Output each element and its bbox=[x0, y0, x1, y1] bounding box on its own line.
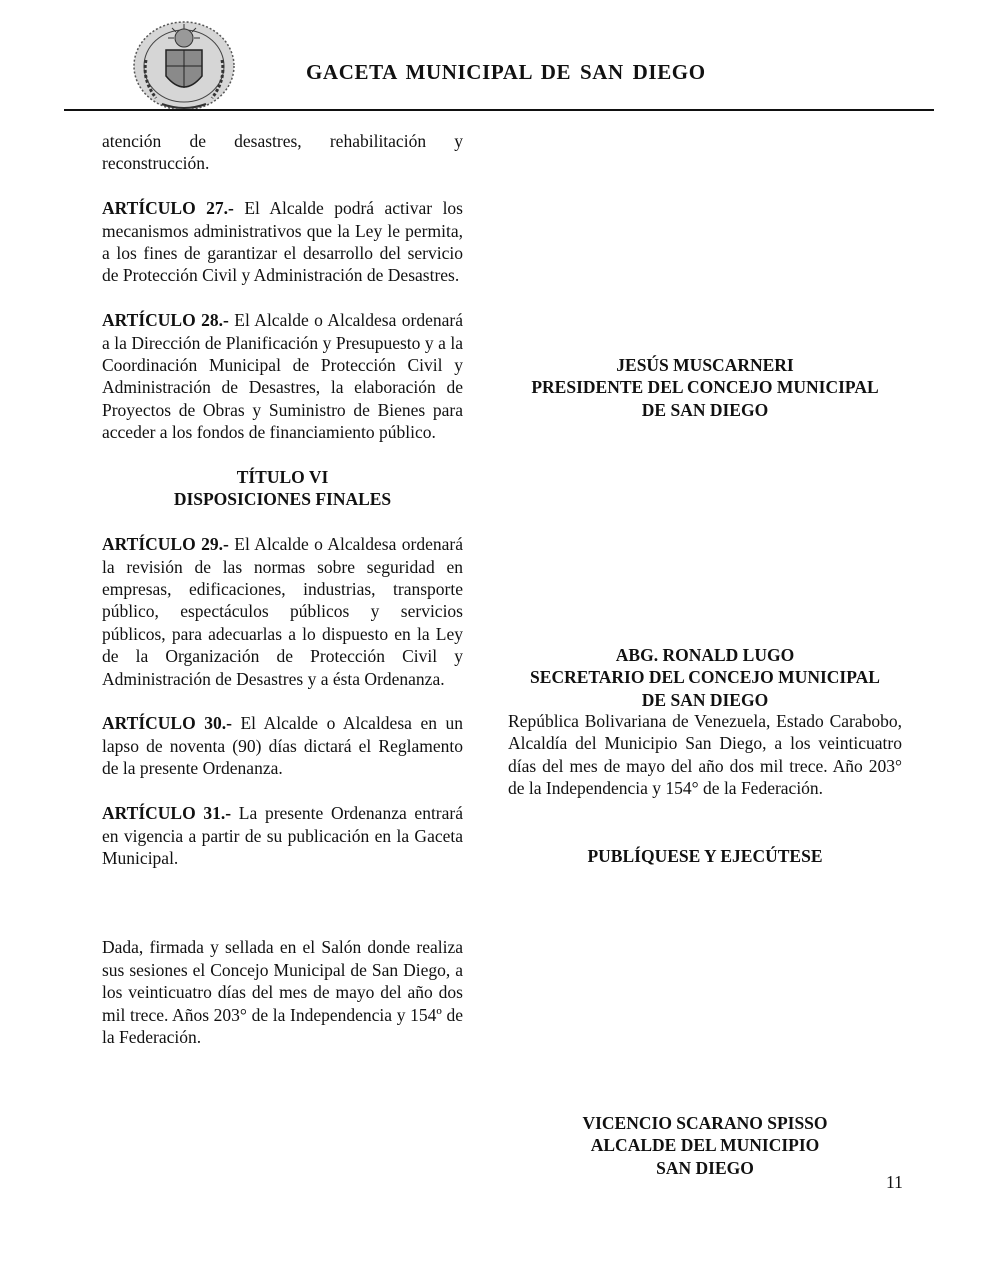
article-30-label: ARTÍCULO 30.- bbox=[102, 713, 232, 734]
signature-role: ALCALDE DEL MUNICIPIO bbox=[590, 1135, 820, 1156]
article-27-label: ARTÍCULO 27.- bbox=[102, 198, 234, 219]
title-heading-line2: DISPOSICIONES FINALES bbox=[173, 489, 392, 510]
promulgation-paragraph: República Bolivariana de Venezuela, Estado Carabobo, Alcaldía del Municipio San Diego, a los veinticuatro días del mes de mayo del año dos mil trece. Año 203° de la Independencia y 154° de la Federación. bbox=[508, 711, 902, 799]
signature-role: PRESIDENTE DEL CONCEJO MUNICIPAL bbox=[531, 377, 879, 398]
publiquese-heading: PUBLÍQUESE Y EJECÚTESE bbox=[587, 846, 823, 866]
title-heading-line1: TÍTULO VI bbox=[236, 467, 329, 488]
signature-place: SAN DIEGO bbox=[656, 1157, 754, 1178]
article-31 bbox=[102, 802, 463, 869]
article-31-label: ARTÍCULO 31.- bbox=[102, 803, 232, 824]
municipal-seal-icon bbox=[132, 20, 236, 112]
article-27 bbox=[102, 197, 463, 287]
article-27-text: El Alcalde podrá activar los mecanismos administrativos que la Ley le permita, a los fines de garantizar el desarrollo del servicio de Protección Civil y Administración de Desastres. bbox=[102, 198, 463, 286]
article-28-label: ARTÍCULO 28.- bbox=[102, 310, 229, 331]
article-30 bbox=[102, 712, 463, 779]
signature-place: DE SAN DIEGO bbox=[641, 399, 769, 420]
article-29-text: El Alcalde o Alcaldesa ordenará la revisión de las normas sobre seguridad en empresas, edificaciones, industrias, transporte público, espectáculos públicos y servicios públicos, para adecuarlas a lo dispuesto en la Ley de la Organización de Protección Civil y Administración de Desastres y a ésta Ordenanza. bbox=[102, 534, 464, 689]
closing-paragraph: Dada, firmada y sellada en el Salón donde realiza sus sesiones el Concejo Municipal de San Diego, a los veinticuatro días del mes de mayo del año dos mil trece. Años 203° de la Independencia y 154º de la Federación. bbox=[102, 937, 463, 1047]
article-31-text: La presente Ordenanza entrará en vigencia a partir de su publicación en la Gaceta Municipal. bbox=[102, 803, 463, 868]
left-column bbox=[102, 130, 463, 1048]
signature-secretary bbox=[508, 644, 902, 711]
signature-mayor bbox=[508, 1112, 902, 1179]
signature-name: JESÚS MUSCARNERI bbox=[616, 355, 794, 375]
signature-role: SECRETARIO DEL CONCEJO MUNICIPAL bbox=[530, 667, 880, 688]
header-divider bbox=[64, 109, 934, 111]
article-30-text: El Alcalde o Alcaldesa en un lapso de noventa (90) días dictará el Reglamento de la presente Ordenanza. bbox=[102, 713, 464, 779]
article-29-label: ARTÍCULO 29.- bbox=[102, 534, 229, 555]
article-28-text: El Alcalde o Alcaldesa ordenará a la Dirección de Planificación y Presupuesto y a la Coordinación Municipal de Protección Civil y Administración de Desastres, la elaboración de Proyectos de Obras y Suministro de Bienes para acceder a los fondos de financiamiento público. bbox=[102, 310, 464, 443]
signature-president bbox=[508, 354, 902, 421]
article-29 bbox=[102, 533, 463, 690]
signature-name: ABG. RONALD LUGO bbox=[615, 645, 795, 665]
signature-place: DE SAN DIEGO bbox=[641, 689, 769, 710]
continued-paragraph: atención de desastres, rehabilitación y reconstrucción. bbox=[102, 131, 463, 174]
signature-name: VICENCIO SCARANO SPISSO bbox=[582, 1113, 828, 1133]
page-number: 11 bbox=[886, 1172, 903, 1192]
article-28 bbox=[102, 309, 463, 443]
gazette-title: GACETA MUNICIPAL DE SAN DIEGO bbox=[306, 60, 706, 84]
